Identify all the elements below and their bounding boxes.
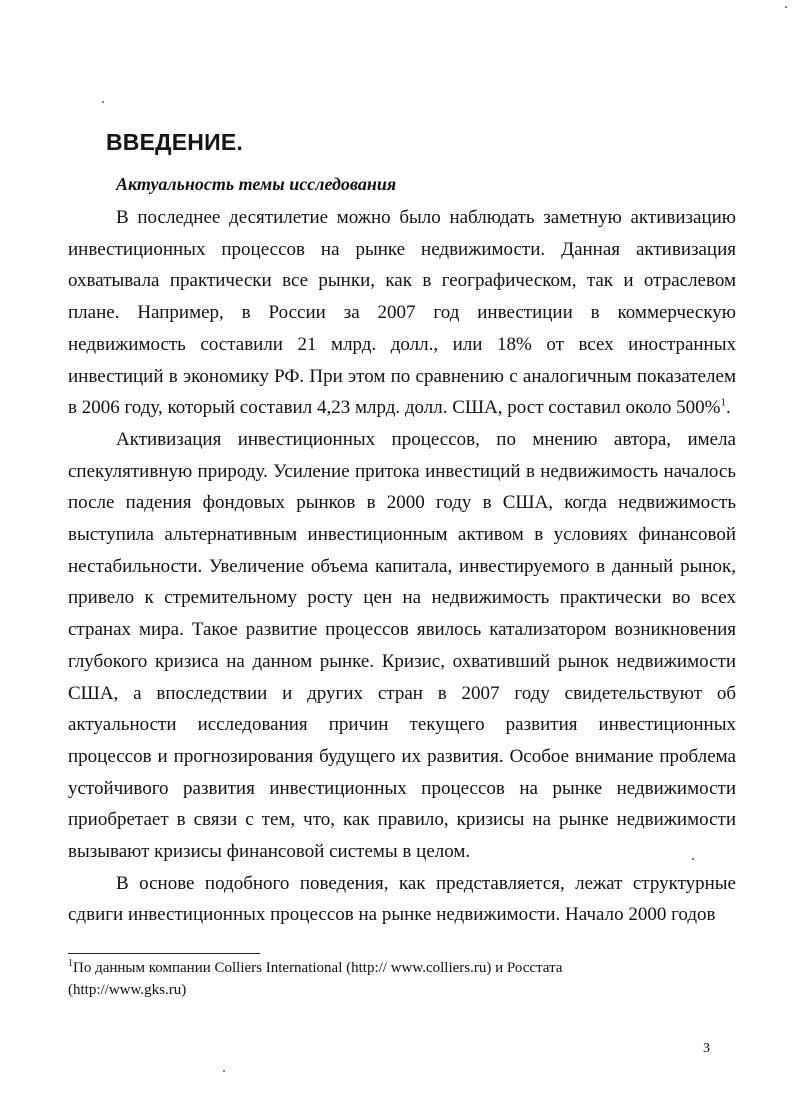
page-heading: ВВЕДЕНИЕ. bbox=[106, 129, 243, 155]
footnote-divider bbox=[68, 953, 260, 954]
paragraph-1-end: . bbox=[726, 397, 731, 419]
paragraph-2: Активизация инвестиционных процессов, по мнению автора, имела спекулятивную природу. Усиление притока инвестиций в недвижимость началось после падения фондовых рынков в 2000 году в США, когда недвижимость выступила альтернативным инвестиционным активом в условиях финансовой нестабильности. Увеличение объема капитала, инвестируемого в данный рынок, привело к стремительному росту цен на недвижимость практически во всех странах мира. Такое развитие процессов явилось катализатором возникновения глубокого кризиса на данном рынке. Кризис, охвативший рынок недвижимости США, а впоследствии и других стран в 2007 году свидетельствуют об актуальности исследования причин текущего развития инвестиционных процессов и прогнозирования будущего их развития. Особое внимание проблема устойчивого развития инвестиционных процессов на рынке недвижимости приобретает в связи с тем, что, как правило, кризисы на рынке недвижимости вызывают кризисы финансовой системы в целом. bbox=[68, 428, 736, 863]
page-number: 3 bbox=[703, 1041, 710, 1056]
body-text bbox=[68, 202, 736, 931]
paragraph-1 bbox=[68, 202, 736, 424]
scan-speck bbox=[785, 6, 787, 8]
footnote bbox=[68, 957, 628, 1001]
paragraph-1-text: В последнее десятилетие можно было наблюдать заметную активизацию инвестиционных процессов на рынке недвижимости. Данная активизация охватывала практически все рынки, как в географическом, так и отраслевом плане. Например, в России за 2007 год инвестиции в коммерческую недвижимость составили 21 млрд. долл., или 18% от всех иностранных инвестиций в экономику РФ. При этом по сравнению с аналогичным показателем в 2006 году, который составил 4,23 млрд. долл. США, рост составил около 500% bbox=[68, 207, 736, 419]
section-subheading: Актуальность темы исследования bbox=[116, 174, 397, 194]
footnote-reference[interactable]: 1 bbox=[720, 396, 727, 409]
scan-speck bbox=[102, 101, 104, 103]
scan-speck bbox=[223, 1070, 225, 1072]
footnote-text: По данным компании Colliers International (http:// www.colliers.ru) и Росстата (http://www.gks.ru) bbox=[68, 960, 563, 998]
paragraph-3: В основе подобного поведения, как представляется, лежат структурные сдвиги инвестиционных процессов на рынке недвижимости. Начало 2000 годов bbox=[68, 872, 736, 926]
footnote-mark: 1 bbox=[68, 958, 73, 969]
